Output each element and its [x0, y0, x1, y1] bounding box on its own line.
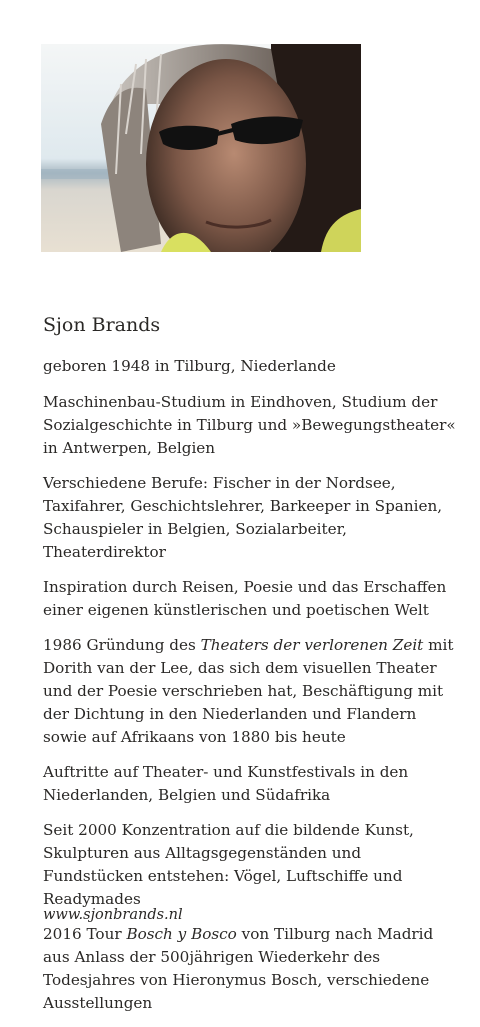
bio-education: Maschinenbau-Studium in Eindhoven, Studium der Sozialgeschichte in Tilburg und »Bewegungstheater« in Antwerpen, Belgien — [43, 393, 456, 457]
bio-professions: Verschiedene Berufe: Fischer in der Nordsee, Taxifahrer, Geschichtslehrer, Barkeeper in Spanien, Schauspieler in Belgien, Sozialarbeiter, Theaterdirektor — [43, 474, 443, 561]
bio-festivals: Auftritte auf Theater- und Kunstfestivals in den Niederlanden, Belgien und Südafrika — [43, 763, 409, 804]
biography — [43, 355, 463, 1027]
bio-visual-art: Seit 2000 Konzentration auf die bildende Kunst, Skulpturen aus Alltagsgegenständen und Fundstücken entstehen: Vögel, Luftschiffe und Readymades — [43, 821, 414, 908]
bio-theater-text-b: mit Dorith van der Lee, das sich dem visuellen Theater und der Poesie verschrieben hat, Beschäftigung mit der Dichtung in den Niederlanden und Flandern sowie auf Afrikaans von 1880 bis heute — [43, 636, 454, 746]
theater-name: Theaters der verlorenen Zeit — [200, 636, 424, 654]
portrait-photo — [41, 44, 361, 252]
tour-name: Bosch y Bosco — [126, 925, 237, 943]
bio-theater-text-a: 1986 Gründung des — [43, 636, 201, 654]
bio-tour-text-b: von Tilburg nach Madrid aus Anlass der 500jährigen Wiederkehr des Todesjahres von Hieronymus Bosch, verschiedene Ausstellungen — [43, 925, 434, 1012]
bio-tour-text-a: 2016 Tour — [43, 925, 127, 943]
bio-tour — [43, 923, 463, 1015]
bio-theater-founding — [43, 634, 463, 749]
author-name: Sjon Brands — [43, 314, 161, 336]
website-link[interactable]: www.sjonbrands.nl — [43, 907, 183, 923]
bio-inspiration: Inspiration durch Reisen, Poesie und das Erschaffen einer eigenen künstlerischen und poetischen Welt — [43, 578, 447, 619]
bio-birth: geboren 1948 in Tilburg, Niederlande — [43, 357, 336, 375]
